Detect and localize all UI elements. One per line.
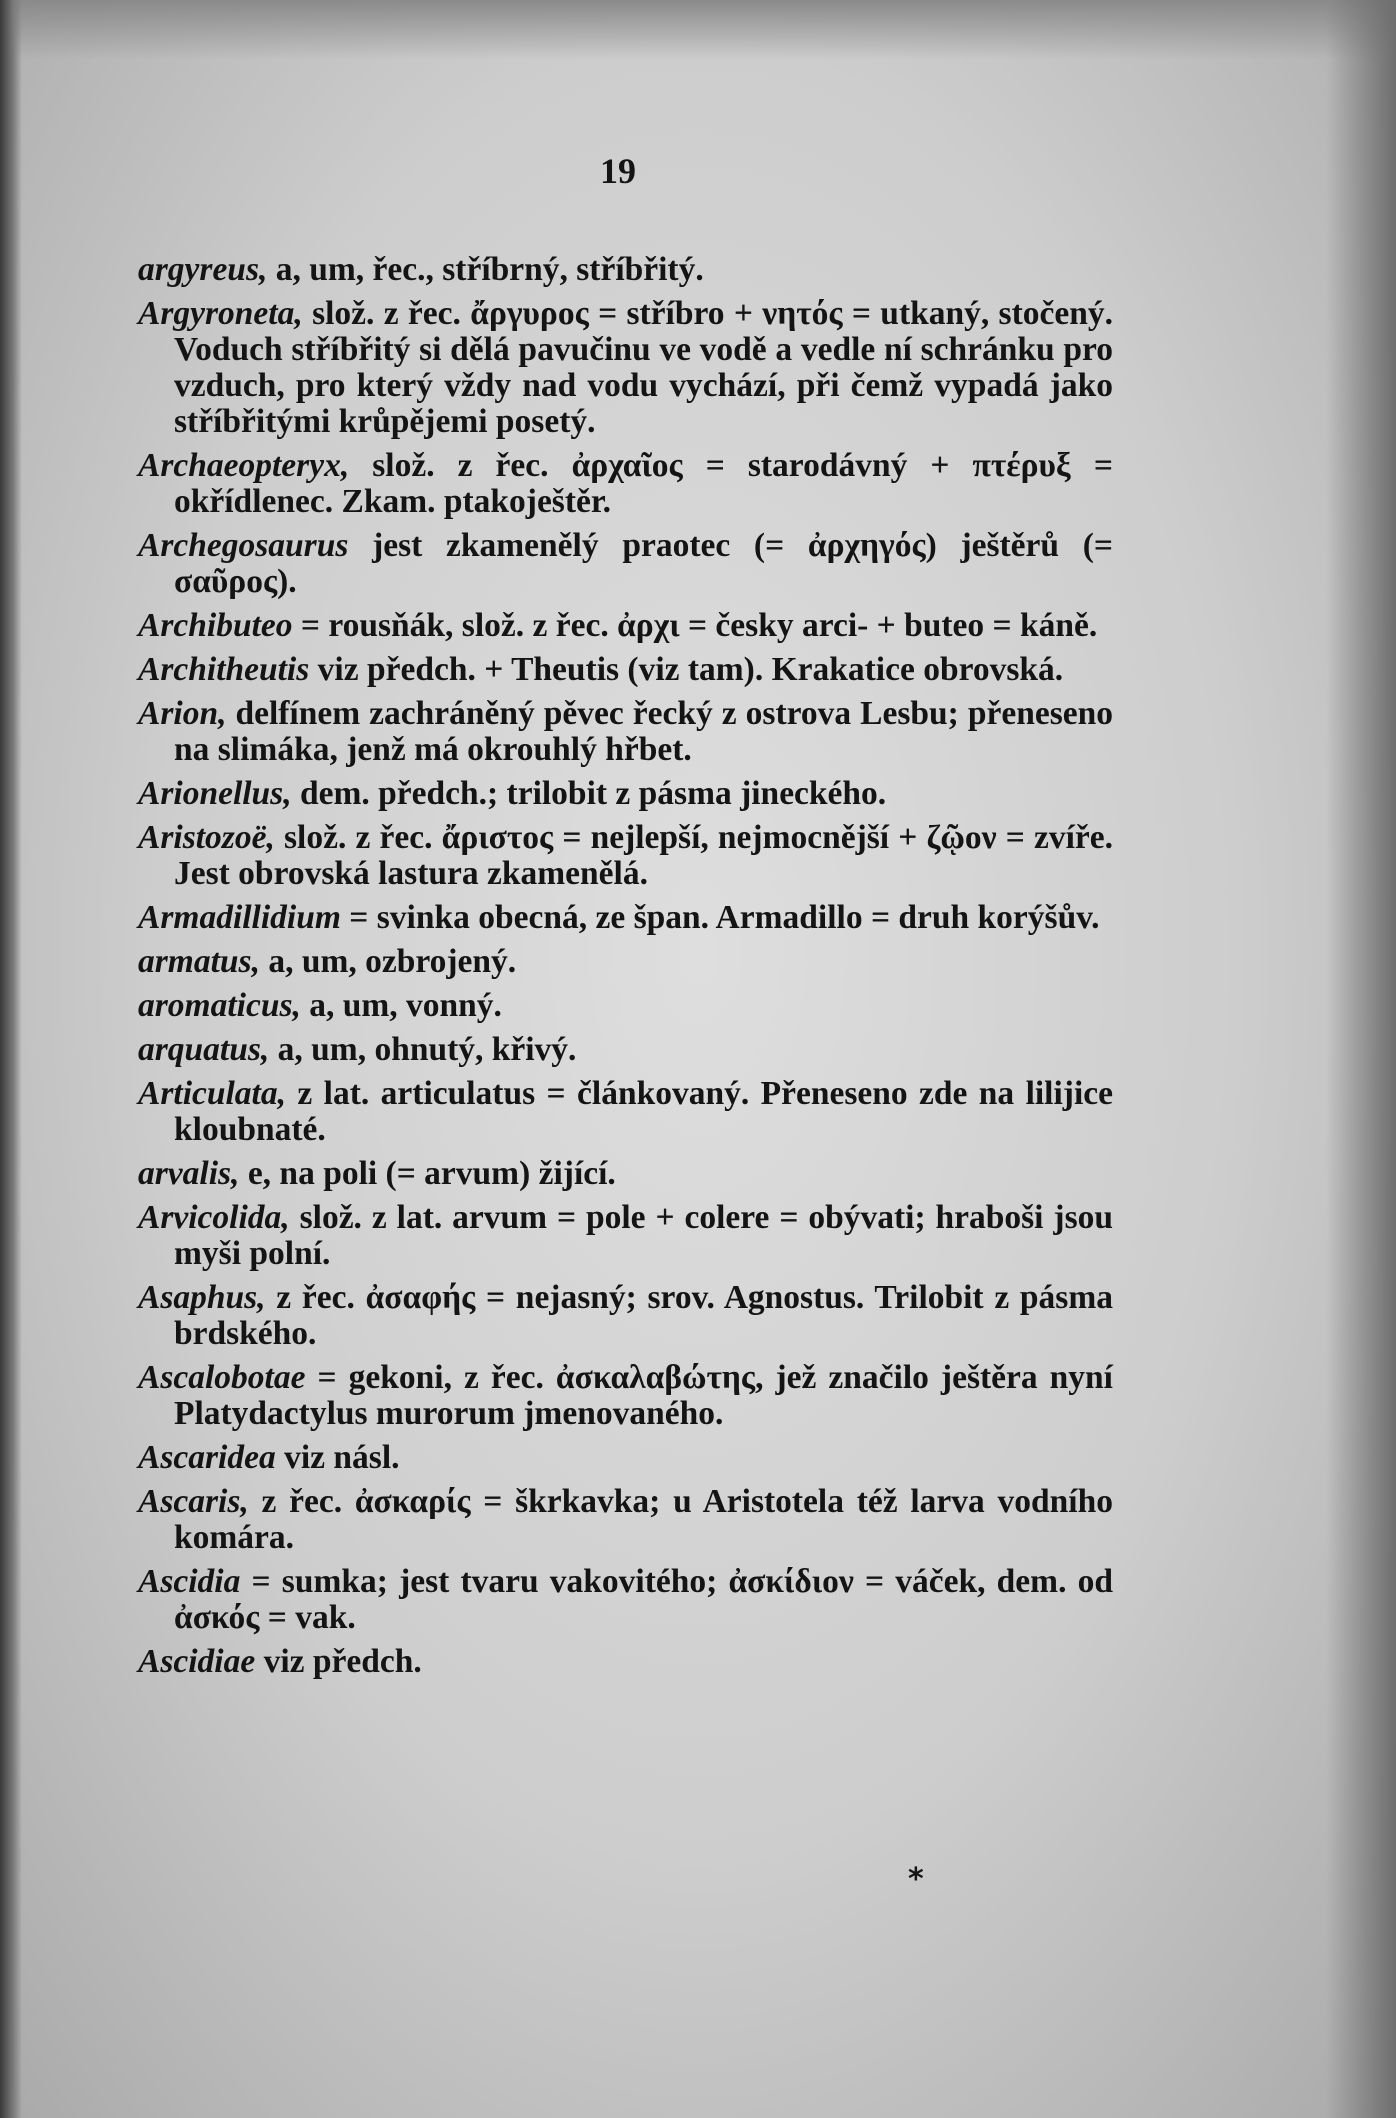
asterisk-mark: * [908, 1862, 924, 1897]
entry-definition: z lat. articulatus = článkovaný. Přeneseno zde na lilijice kloubnaté. [174, 1075, 1113, 1148]
entry-term: Armadillidium [138, 899, 341, 936]
entry-definition: a, um, řec., stříbrný, stříbřitý. [267, 251, 704, 288]
page-shadow-right [1326, 0, 1396, 2118]
entry-term: Architheutis [138, 651, 310, 688]
dictionary-entry [138, 1564, 1113, 1636]
entry-definition: slož. z lat. arvum = pole + colere = obývati; hraboši jsou myši polní. [174, 1199, 1113, 1272]
entry-term: Ascalobotae [138, 1359, 306, 1396]
entry-definition: viz předch. + Theutis (viz tam). Krakatice obrovská. [309, 651, 1064, 688]
dictionary-entry [138, 776, 1113, 812]
entry-term: armatus, [138, 943, 260, 980]
entry-term: Archibuteo [138, 607, 293, 644]
entry-term: Argyroneta, [138, 295, 303, 332]
dictionary-entry [138, 448, 1113, 520]
page-binding-edge [0, 0, 22, 2118]
entry-definition: e, na poli (= arvum) žijící. [239, 1155, 616, 1192]
entry-definition: slož. z řec. ἄριστος = nejlepší, nejmocnější + ζῷον = zvíře. Jest obrovská lastura zkamenělá. [174, 819, 1113, 892]
dictionary-entry [138, 900, 1113, 936]
entry-definition: delfínem zachráněný pěvec řecký z ostrova Lesbu; přeneseno na slimáka, jenž má okrouhlý hřbet. [174, 695, 1113, 768]
entry-term: Aristozoë, [138, 819, 275, 856]
dictionary-entry [138, 944, 1113, 980]
entry-definition: slož. z řec. ἄργυρος = stříbro + νητός = utkaný, stočený. Voduch stříbřitý si dělá pavučinu ve vodě a vedle ní schránku pro vzduch, pro který vždy nad vodu vychází, při čemž vypadá jako stříbřitými krůpějemi posetý. [174, 295, 1113, 440]
entry-term: Ascidia [138, 1563, 241, 1600]
dictionary-entry [138, 1280, 1113, 1352]
entry-term: Arion, [138, 695, 227, 732]
entry-definition: jest zkamenělý praotec (= ἀρχηγός) ještěrů (= σαῦρος). [174, 527, 1113, 600]
entry-definition: viz předch. [255, 1643, 422, 1680]
entry-definition: z řec. ἀσαφής = nejasný; srov. Agnostus. Trilobit z pásma brdského. [174, 1279, 1113, 1352]
dictionary-entry [138, 1644, 1113, 1680]
dictionary-entry [138, 1156, 1113, 1192]
entry-definition: = rousňák, slož. z řec. ἀρχι = česky arci- + buteo = káně. [292, 607, 1098, 644]
dictionary-entry [138, 1076, 1113, 1148]
dictionary-entry [138, 1200, 1113, 1272]
entry-term: aromaticus, [138, 987, 301, 1024]
entry-term: Asaphus, [138, 1279, 266, 1316]
entry-term: Archaeopteryx, [138, 447, 350, 484]
dictionary-entry [138, 696, 1113, 768]
entry-term: Arionellus, [138, 775, 292, 812]
entry-term: arquatus, [138, 1031, 270, 1068]
entry-definition: a, um, vonný. [300, 987, 502, 1024]
entry-definition: viz násl. [275, 1439, 400, 1476]
dictionary-entries [138, 252, 1113, 1688]
dictionary-entry [138, 296, 1113, 440]
entry-definition: = sumka; jest tvaru vakovitého; ἀσκίδιον = váček, dem. od ἀσκός = vak. [174, 1563, 1113, 1636]
entry-term: Ascaris, [138, 1483, 249, 1520]
dictionary-entry [138, 1440, 1113, 1476]
page-number: 19 [600, 151, 636, 191]
entry-term: Articulata, [138, 1075, 286, 1112]
entry-term: Archegosaurus [138, 527, 349, 564]
dictionary-entry [138, 1360, 1113, 1432]
dictionary-entry [138, 1484, 1113, 1556]
entry-definition: slož. z řec. ἀρχαῖος = starodávný + πτέρυξ = okřídlenec. Zkam. ptakoještěr. [174, 447, 1113, 520]
dictionary-entry [138, 528, 1113, 600]
entry-term: Ascidiae [138, 1643, 256, 1680]
dictionary-entry [138, 1032, 1113, 1068]
entry-definition: dem. předch.; trilobit z pásma jineckého. [291, 775, 887, 812]
entry-definition: = svinka obecná, ze špan. Armadillo = druh korýšův. [340, 899, 1100, 936]
entry-definition: z řec. ἀσκαρίς = škrkavka; u Aristotela též larva vodního komára. [174, 1483, 1113, 1556]
dictionary-entry [138, 608, 1113, 644]
entry-term: Arvicolida, [138, 1199, 290, 1236]
entry-definition: a, um, ozbrojený. [259, 943, 517, 980]
dictionary-entry [138, 652, 1113, 688]
page-shadow-top [0, 0, 1396, 60]
dictionary-entry [138, 988, 1113, 1024]
entry-definition: a, um, ohnutý, křivý. [269, 1031, 577, 1068]
dictionary-entry [138, 252, 1113, 288]
entry-term: Ascaridea [138, 1439, 276, 1476]
dictionary-entry [138, 820, 1113, 892]
entry-term: argyreus, [138, 251, 268, 288]
entry-term: arvalis, [138, 1155, 240, 1192]
entry-definition: = gekoni, z řec. ἀσκαλαβώτης, jež značilo ještěra nyní Platydactylus murorum jmenovaného. [174, 1359, 1113, 1432]
